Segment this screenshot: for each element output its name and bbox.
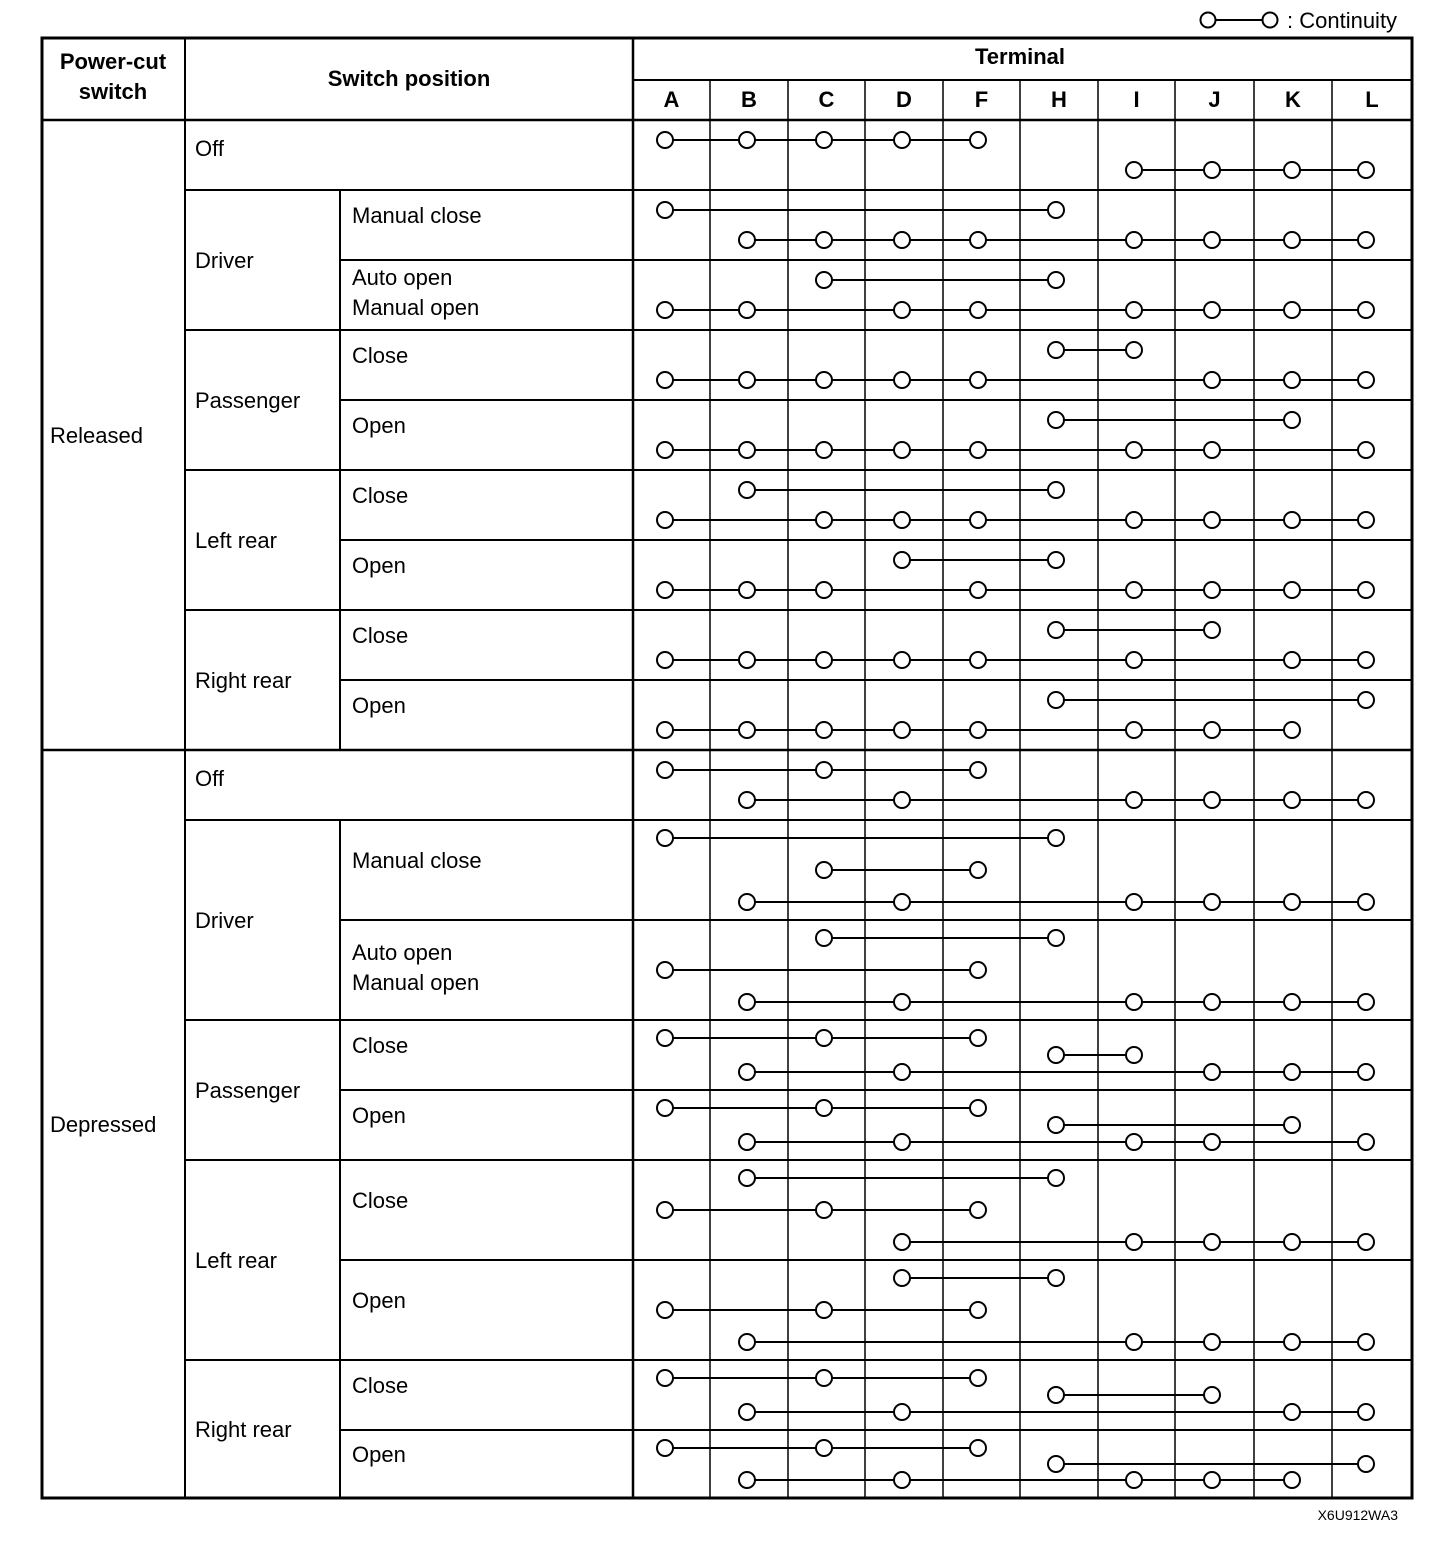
terminal-circle-D [894, 512, 910, 528]
terminal-circle-J [1204, 622, 1220, 638]
terminal-circle-L [1358, 1334, 1374, 1350]
terminal-circle-C [816, 372, 832, 388]
terminal-circle-H [1048, 1387, 1064, 1403]
legend-terminal-circle [1201, 13, 1216, 28]
terminal-circle-C [816, 1100, 832, 1116]
legend-label: : Continuity [1287, 8, 1398, 33]
terminal-label-K: K [1285, 87, 1301, 112]
terminal-circle-H [1048, 272, 1064, 288]
terminal-circle-I [1126, 722, 1142, 738]
terminal-circle-B [739, 994, 755, 1010]
terminal-circle-I [1126, 162, 1142, 178]
terminal-circle-J [1204, 1472, 1220, 1488]
terminal-circle-F [970, 652, 986, 668]
terminal-circle-I [1126, 582, 1142, 598]
terminal-circle-I [1126, 302, 1142, 318]
row-label: Close [352, 343, 409, 368]
terminal-circle-A [657, 762, 673, 778]
terminal-circle-L [1358, 1456, 1374, 1472]
terminal-label-L: L [1365, 87, 1379, 112]
terminal-circle-K [1284, 1234, 1300, 1250]
terminal-circle-B [739, 482, 755, 498]
terminal-circle-C [816, 1302, 832, 1318]
row-label: Close [352, 623, 409, 648]
terminal-circle-F [970, 442, 986, 458]
row-label: Open [352, 1442, 406, 1467]
terminal-circle-D [894, 302, 910, 318]
terminal-circle-F [970, 1440, 986, 1456]
terminal-circle-L [1358, 692, 1374, 708]
terminal-circle-A [657, 302, 673, 318]
terminal-circle-A [657, 1202, 673, 1218]
terminal-circle-I [1126, 1047, 1142, 1063]
terminal-circle-K [1284, 1117, 1300, 1133]
row-label: Close [352, 1188, 409, 1213]
terminal-circle-A [657, 1440, 673, 1456]
row-label: Manual open [352, 970, 480, 995]
terminal-circle-I [1126, 1334, 1142, 1350]
terminal-circle-L [1358, 994, 1374, 1010]
terminal-circle-K [1284, 722, 1300, 738]
terminal-circle-F [970, 862, 986, 878]
terminal-circle-B [739, 722, 755, 738]
terminal-circle-K [1284, 792, 1300, 808]
terminal-circle-C [816, 722, 832, 738]
terminal-circle-H [1048, 202, 1064, 218]
terminal-circle-J [1204, 162, 1220, 178]
subgroup-label: Driver [195, 908, 254, 933]
terminal-circle-A [657, 132, 673, 148]
row-label: Manual close [352, 203, 482, 228]
terminal-circle-D [894, 132, 910, 148]
legend-terminal-circle [1263, 13, 1278, 28]
terminal-circle-D [894, 1404, 910, 1420]
terminal-circle-I [1126, 1134, 1142, 1150]
row-label: Open [352, 693, 406, 718]
terminal-circle-A [657, 722, 673, 738]
terminal-circle-H [1048, 622, 1064, 638]
terminal-circle-B [739, 442, 755, 458]
terminal-circle-B [739, 652, 755, 668]
terminal-circle-D [894, 994, 910, 1010]
terminal-circle-D [894, 232, 910, 248]
terminal-circle-D [894, 894, 910, 910]
row-label: Off [195, 766, 224, 791]
terminal-circle-L [1358, 792, 1374, 808]
terminal-circle-H [1048, 930, 1064, 946]
row-label: Auto open [352, 265, 453, 290]
terminal-label-B: B [741, 87, 757, 112]
row-label: Close [352, 1033, 409, 1058]
terminal-circle-I [1126, 994, 1142, 1010]
terminal-circle-C [816, 1440, 832, 1456]
terminal-circle-K [1284, 412, 1300, 428]
terminal-circle-F [970, 1370, 986, 1386]
terminal-circle-F [970, 132, 986, 148]
terminal-circle-L [1358, 1234, 1374, 1250]
row-label: Open [352, 1103, 406, 1128]
terminal-label-J: J [1208, 87, 1221, 112]
terminal-circle-A [657, 442, 673, 458]
terminal-circle-A [657, 652, 673, 668]
row-label: Off [195, 136, 224, 161]
power-cut-header: switch [78, 79, 148, 104]
terminal-circle-L [1358, 1404, 1374, 1420]
terminal-label-H: H [1051, 87, 1067, 112]
terminal-circle-A [657, 582, 673, 598]
row-label: Close [352, 1373, 409, 1398]
terminal-circle-L [1358, 512, 1374, 528]
terminal-circle-F [970, 232, 986, 248]
terminal-circle-H [1048, 692, 1064, 708]
row-label: Manual close [352, 848, 482, 873]
terminal-circle-C [816, 652, 832, 668]
terminal-circle-F [970, 582, 986, 598]
terminal-circle-K [1284, 1064, 1300, 1080]
terminal-circle-F [970, 1030, 986, 1046]
terminal-circle-I [1126, 1472, 1142, 1488]
terminal-circle-L [1358, 162, 1374, 178]
terminal-circle-D [894, 1270, 910, 1286]
terminal-circle-A [657, 1370, 673, 1386]
terminal-label-I: I [1133, 87, 1140, 112]
terminal-circle-K [1284, 372, 1300, 388]
legend [1201, 8, 1398, 33]
terminal-circle-J [1204, 1234, 1220, 1250]
terminal-circle-A [657, 202, 673, 218]
terminal-circle-C [816, 232, 832, 248]
terminal-circle-F [970, 302, 986, 318]
terminal-circle-K [1284, 512, 1300, 528]
terminal-circle-B [739, 132, 755, 148]
terminal-circle-L [1358, 372, 1374, 388]
terminal-circle-J [1204, 232, 1220, 248]
terminal-circle-I [1126, 342, 1142, 358]
table-labels [50, 44, 1379, 1467]
subgroup-label: Right rear [195, 668, 292, 693]
terminal-circle-J [1204, 894, 1220, 910]
subgroup-label: Passenger [195, 388, 301, 413]
terminal-circle-H [1048, 552, 1064, 568]
power-cut-header: Power-cut [59, 49, 167, 74]
terminal-circle-B [739, 302, 755, 318]
terminal-circle-K [1284, 302, 1300, 318]
terminal-circle-L [1358, 652, 1374, 668]
terminal-circle-B [739, 792, 755, 808]
terminal-circle-J [1204, 722, 1220, 738]
terminal-circle-A [657, 962, 673, 978]
terminal-circle-F [970, 372, 986, 388]
figure-code: X6U912WA3 [1317, 1507, 1398, 1523]
terminal-circle-F [970, 722, 986, 738]
terminal-circle-D [894, 552, 910, 568]
terminal-circle-B [739, 232, 755, 248]
terminal-circle-H [1048, 1456, 1064, 1472]
terminal-circle-K [1284, 232, 1300, 248]
terminal-circle-I [1126, 232, 1142, 248]
terminal-circle-F [970, 1100, 986, 1116]
terminal-circle-D [894, 722, 910, 738]
terminal-circle-B [739, 1472, 755, 1488]
terminal-circle-I [1126, 512, 1142, 528]
terminal-circle-J [1204, 512, 1220, 528]
subgroup-label: Passenger [195, 1078, 301, 1103]
terminal-circle-D [894, 372, 910, 388]
terminal-circle-H [1048, 1270, 1064, 1286]
terminal-circle-F [970, 1202, 986, 1218]
terminal-circle-L [1358, 1064, 1374, 1080]
terminal-circle-C [816, 1030, 832, 1046]
terminal-circle-L [1358, 302, 1374, 318]
terminal-circle-K [1284, 994, 1300, 1010]
terminal-circle-J [1204, 582, 1220, 598]
row-label: Manual open [352, 295, 480, 320]
terminal-circle-J [1204, 1134, 1220, 1150]
terminal-circle-H [1048, 1047, 1064, 1063]
terminal-circle-C [816, 1202, 832, 1218]
terminal-circle-A [657, 512, 673, 528]
terminal-circle-A [657, 1030, 673, 1046]
terminal-circle-H [1048, 1170, 1064, 1186]
terminal-label-D: D [896, 87, 912, 112]
terminal-circle-I [1126, 1234, 1142, 1250]
terminal-label-F: F [974, 87, 989, 112]
terminal-circle-H [1048, 1117, 1064, 1133]
terminal-circle-D [894, 792, 910, 808]
terminal-circle-J [1204, 302, 1220, 318]
terminal-circle-F [970, 962, 986, 978]
subgroup-label: Left rear [195, 1248, 277, 1273]
terminal-circle-B [739, 1134, 755, 1150]
terminal-circle-B [739, 1170, 755, 1186]
terminal-circle-J [1204, 1387, 1220, 1403]
terminal-circle-B [739, 894, 755, 910]
terminal-label-A: A [663, 87, 680, 112]
group-label: Depressed [50, 1112, 157, 1137]
subgroup-label: Driver [195, 248, 254, 273]
terminal-circle-L [1358, 1134, 1374, 1150]
terminal-circle-I [1126, 894, 1142, 910]
terminal-label-C: C [818, 87, 835, 112]
terminal-header: Terminal [974, 44, 1066, 69]
terminal-circle-C [816, 132, 832, 148]
terminal-circle-C [816, 862, 832, 878]
terminal-circle-L [1358, 442, 1374, 458]
terminal-circle-F [970, 762, 986, 778]
terminal-circle-L [1358, 894, 1374, 910]
terminal-circle-I [1126, 442, 1142, 458]
terminal-circle-A [657, 372, 673, 388]
continuity-marks [657, 132, 1374, 1488]
terminal-circle-J [1204, 1064, 1220, 1080]
row-label: Open [352, 413, 406, 438]
terminal-circle-C [816, 930, 832, 946]
terminal-circle-H [1048, 342, 1064, 358]
terminal-circle-D [894, 1134, 910, 1150]
terminal-circle-C [816, 272, 832, 288]
terminal-circle-B [739, 1064, 755, 1080]
terminal-circle-F [970, 512, 986, 528]
terminal-circle-C [816, 1370, 832, 1386]
terminal-circle-D [894, 1064, 910, 1080]
terminal-circle-D [894, 652, 910, 668]
terminal-circle-K [1284, 894, 1300, 910]
terminal-circle-A [657, 830, 673, 846]
terminal-circle-B [739, 582, 755, 598]
terminal-circle-D [894, 1234, 910, 1250]
row-label: Open [352, 1288, 406, 1313]
terminal-circle-H [1048, 412, 1064, 428]
terminal-circle-J [1204, 994, 1220, 1010]
terminal-circle-K [1284, 652, 1300, 668]
terminal-circle-J [1204, 792, 1220, 808]
terminal-circle-D [894, 442, 910, 458]
terminal-circle-A [657, 1302, 673, 1318]
terminal-circle-K [1284, 162, 1300, 178]
terminal-circle-D [894, 1472, 910, 1488]
terminal-circle-H [1048, 830, 1064, 846]
terminal-circle-B [739, 1404, 755, 1420]
subgroup-label: Left rear [195, 528, 277, 553]
terminal-circle-C [816, 442, 832, 458]
subgroup-label: Right rear [195, 1417, 292, 1442]
terminal-circle-K [1284, 582, 1300, 598]
terminal-circle-I [1126, 652, 1142, 668]
terminal-circle-I [1126, 792, 1142, 808]
terminal-circle-A [657, 1100, 673, 1116]
row-label: Close [352, 483, 409, 508]
terminal-circle-C [816, 512, 832, 528]
group-label: Released [50, 423, 143, 448]
terminal-circle-J [1204, 442, 1220, 458]
terminal-circle-B [739, 372, 755, 388]
terminal-circle-J [1204, 1334, 1220, 1350]
terminal-circle-C [816, 582, 832, 598]
terminal-circle-K [1284, 1472, 1300, 1488]
terminal-circle-L [1358, 582, 1374, 598]
row-label: Open [352, 553, 406, 578]
terminal-circle-J [1204, 372, 1220, 388]
switch-position-header: Switch position [327, 66, 491, 91]
terminal-circle-L [1358, 232, 1374, 248]
terminal-circle-K [1284, 1334, 1300, 1350]
terminal-circle-C [816, 762, 832, 778]
terminal-circle-K [1284, 1404, 1300, 1420]
terminal-circle-B [739, 1334, 755, 1350]
terminal-circle-F [970, 1302, 986, 1318]
terminal-circle-H [1048, 482, 1064, 498]
row-label: Auto open [352, 940, 453, 965]
